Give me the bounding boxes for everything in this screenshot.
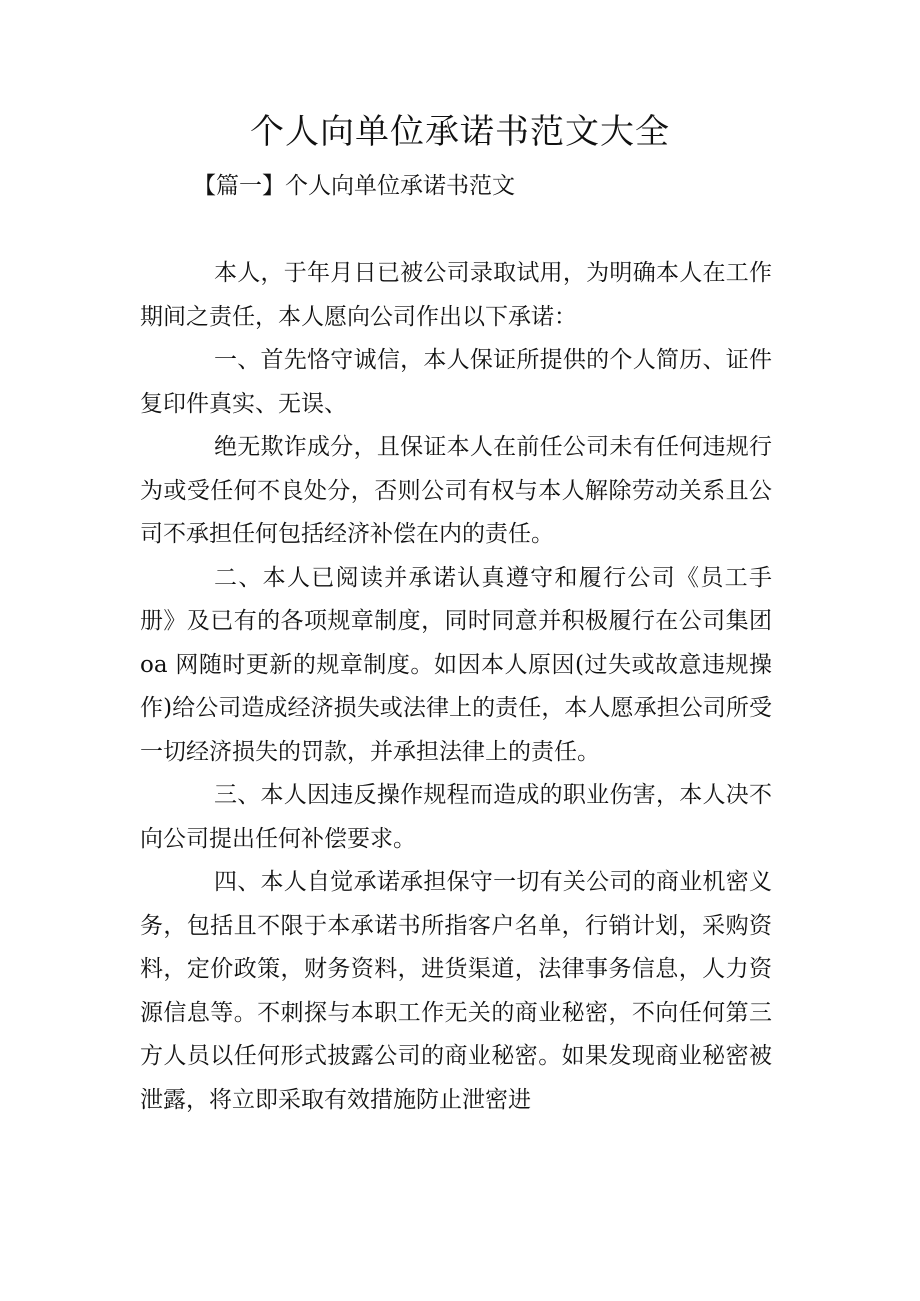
document-title: 个人向单位承诺书范文大全 — [250, 112, 670, 152]
paragraph: 绝无欺诈成分，且保证本人在前任公司未有任何违规行为或受任何不良处分，否则公司有权与本人解除劳动关系且公司不承担任何包括经济补偿在内的责任。 — [140, 434, 772, 547]
section-heading: 【篇一】个人向单位承诺书范文 — [193, 173, 515, 199]
paragraph: 一、首先恪守诚信，本人保证所提供的个人简历、证件复印件真实、无误、 — [140, 347, 772, 417]
paragraph: 二、本人已阅读并承诺认真遵守和履行公司《员工手册》及已有的各项规章制度，同时同意并积极履行在公司集团 oa 网随时更新的规章制度。如因本人原因(过失或故意违规操作)给公司造成经济损失或法律上的责任，本人愿承担公司所受一切经济损失的罚款，并承担法律上的责任。 — [140, 564, 772, 765]
paragraph: 三、本人因违反操作规程而造成的职业伤害，本人决不向公司提出任何补偿要求。 — [140, 782, 772, 852]
paragraph: 本人，于年月日已被公司录取试用，为明确本人在工作期间之责任，本人愿向公司作出以下承诺： — [140, 260, 772, 330]
paragraph: 四、本人自觉承诺承担保守一切有关公司的商业机密义务，包括且不限于本承诺书所指客户名单，行销计划，采购资料，定价政策，财务资料，进货渠道，法律事务信息，人力资源信息等。不刺探与本职工作无关的商业秘密，不向任何第三方人员以任何形式披露公司的商业秘密。如果发现商业秘密被泄露，将立即采取有效措施防止泄密进 — [140, 869, 772, 1113]
document-body — [140, 252, 772, 1122]
